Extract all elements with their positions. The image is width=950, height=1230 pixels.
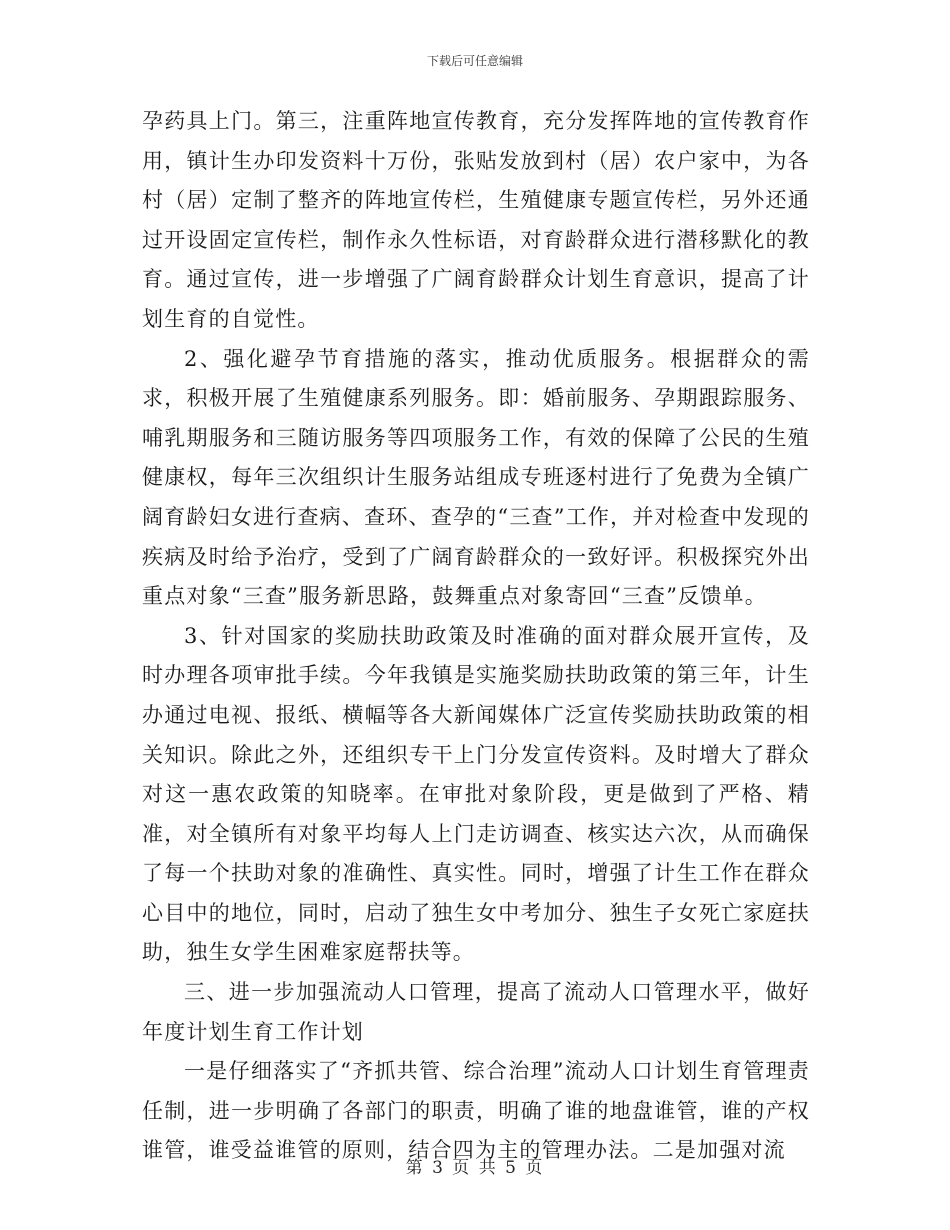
page-header: [0, 52, 950, 69]
document-body: [142, 102, 810, 1171]
paragraph-section-3-body: 一是仔细落实了“齐抓共管、综合治理”流动人口计划生育管理责任制，进一步明确了各部门的职责，明确了谁的地盘谁管，谁的产权谁管，谁受益谁管的原则，结合四为主的管理办法。二是加强对流: [142, 1059, 810, 1163]
paragraph-continuation: 孕药具上门。第三，注重阵地宣传教育，充分发挥阵地的宣传教育作用，镇计生办印发资料十万份，张贴发放到村（居）农户家中，为各村（居）定制了整齐的阵地宣传栏，生殖健康专题宣传栏，另外还通过开设固定宣传栏，制作永久性标语，对育龄群众进行潜移默化的教育。通过宣传，进一步增强了广阔育龄群众计划生育意识，提高了计划生育的自觉性。: [142, 109, 810, 331]
paragraph-item-2: 2、强化避孕节育措施的落实，推动优质服务。根据群众的需求，积极开展了生殖健康系列服务。即：婚前服务、孕期跟踪服务、哺乳期服务和三随访服务等四项服务工作，有效的保障了公民的生殖健康权，每年三次组织计生服务站组成专班逐村进行了免费为全镇广阔育龄妇女进行查病、查环、查孕的“三查”工作，并对检查中发现的疾病及时给予治疗，受到了广阔育龄群众的一致好评。积极探究外出重点对象“三查”服务新思路，鼓舞重点对象寄回“三查”反馈单。: [142, 346, 810, 609]
section-heading-3: 三、进一步加强流动人口管理，提高了流动人口管理水平，做好年度计划生育工作计划: [142, 980, 810, 1044]
paragraph-item-3: 3、针对国家的奖励扶助政策及时准确的面对群众展开宣传，及时办理各项审批手续。今年我镇是实施奖励扶助政策的第三年，计生办通过电视、报纸、横幅等各大新闻媒体广泛宣传奖励扶助政策的相关知识。除此之外，还组织专干上门分发宣传资料。及时增大了群众对这一惠农政策的知晓率。在审批对象阶段，更是做到了严格、精准，对全镇所有对象平均每人上门走访调查、核实达六次，从而确保了每一个扶助对象的准确性、真实性。同时，增强了计生工作在群众心目中的地位，同时，启动了独生女中考加分、独生子女死亡家庭扶助，独生女学生困难家庭帮扶等。: [142, 623, 810, 965]
page-number: 第 3 页 共 5 页: [405, 1158, 545, 1178]
header-note: 下载后可任意编辑: [426, 54, 523, 68]
page-footer: [0, 1153, 950, 1178]
